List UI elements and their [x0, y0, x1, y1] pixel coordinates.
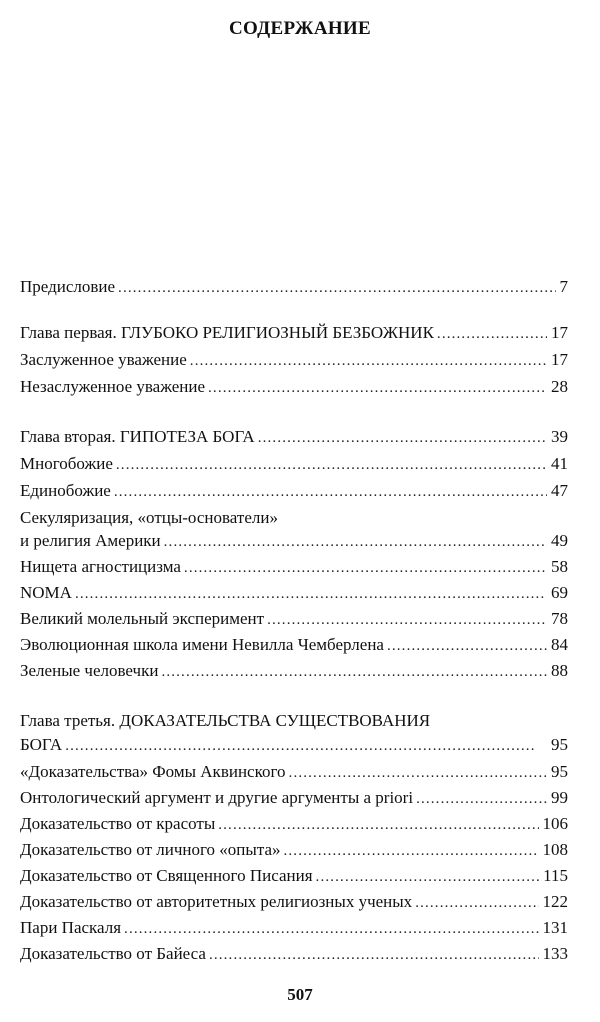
toc-entry-aquinas[interactable] [20, 761, 568, 784]
toc-entry-title: «Доказательства» Фомы Аквинского [20, 762, 286, 781]
dot-leader [209, 944, 539, 966]
toc-entry-undeserved-respect[interactable] [20, 376, 568, 399]
dot-leader [316, 866, 540, 888]
toc-entry-page: 58 [551, 557, 568, 576]
toc-entry-title: Доказательство от личного «опыта» [20, 840, 281, 859]
toc-entry-page: 115 [543, 866, 568, 885]
toc-entry-bayes[interactable] [20, 943, 568, 966]
dot-leader [164, 531, 547, 553]
toc-entry-title: Доказательство от Священного Писания [20, 866, 313, 885]
dot-leader [190, 350, 547, 372]
page-title: СОДЕРЖАНИЕ [229, 18, 371, 39]
toc-entry-chapter-3[interactable] [20, 734, 568, 757]
toc-entry-title: Доказательство от красоты [20, 814, 216, 833]
toc-entry-page: 39 [551, 427, 568, 446]
dot-leader [437, 323, 547, 345]
toc-entry-ontological[interactable] [20, 787, 568, 810]
toc-entry-page: 28 [551, 377, 568, 396]
toc-entry-secularism[interactable] [20, 530, 568, 553]
toc-entry-title: Предисловие [20, 277, 116, 296]
toc-entry-monotheism[interactable] [20, 480, 568, 503]
dot-leader [416, 788, 547, 810]
toc-entry-page: 17 [551, 323, 568, 342]
toc-entry-page: 95 [551, 762, 568, 781]
toc-entry-title: БОГА [20, 735, 63, 754]
toc-entry-title: Незаслуженное уважение [20, 377, 206, 396]
toc-entry-noma[interactable] [20, 582, 568, 605]
toc-entry-agnosticism[interactable] [20, 556, 568, 579]
dot-leader [415, 892, 538, 914]
toc-entry-title: Нищета агностицизма [20, 557, 181, 576]
toc-entry-title: Зеленые человечки [20, 661, 159, 680]
toc-entry-page: 84 [551, 635, 568, 654]
toc-entry-page: 47 [551, 481, 568, 500]
toc-entry-title: Единобожие [20, 481, 111, 500]
dot-leader [161, 661, 547, 683]
toc-entry-title: Великий молельный эксперимент [20, 609, 265, 628]
toc-entry-scripture[interactable] [20, 865, 568, 888]
toc-entry-secularism-line1[interactable]: Секуляризация, «отцы-основатели» [20, 508, 278, 527]
dot-leader [116, 454, 547, 476]
toc-entry-page: 78 [551, 609, 568, 628]
toc-entry-title: Глава вторая. ГИПОТЕЗА БОГА [20, 427, 255, 446]
toc-entry-page: 49 [551, 531, 568, 550]
toc-entry-title: Онтологический аргумент и другие аргументы a priori [20, 788, 414, 807]
toc-entry-pascal-wager[interactable] [20, 917, 568, 940]
dot-leader [387, 635, 547, 657]
toc-entry-polytheism[interactable] [20, 453, 568, 476]
toc-entry-chapter-2[interactable] [20, 426, 568, 449]
toc-entry-deserved-respect[interactable] [20, 349, 568, 372]
toc-entry-chapter-1[interactable] [20, 322, 568, 345]
toc-entry-page: 133 [542, 944, 568, 963]
toc-entry-title: и религия Америки [20, 531, 161, 550]
toc-entry-page: 69 [551, 583, 568, 602]
toc-entry-chapter-3-line1[interactable]: Глава третья. ДОКАЗАТЕЛЬСТВА СУЩЕСТВОВАНИЯ [20, 711, 431, 730]
toc-entry-title: Глава первая. ГЛУБОКО РЕЛИГИОЗНЫЙ БЕЗБОЖНИК [20, 323, 434, 342]
page-number: 507 [287, 985, 313, 1004]
dot-leader [114, 481, 547, 503]
dot-leader [218, 814, 538, 836]
dot-leader [184, 557, 547, 579]
toc-entry-page: 99 [551, 788, 568, 807]
toc-entry-beauty[interactable] [20, 813, 568, 836]
toc-entry-page: 95 [551, 735, 568, 754]
toc-entry-personal-experience[interactable] [20, 839, 568, 862]
toc-entry-chamberlain-school[interactable] [20, 634, 568, 657]
toc-entry-title: Эволюционная школа имени Невилла Чемберлена [20, 635, 384, 654]
toc-entry-page: 108 [542, 840, 568, 859]
toc-entry-page: 17 [551, 350, 568, 369]
toc-entry-little-green-men[interactable] [20, 660, 568, 683]
toc-entry-page: 131 [542, 918, 568, 937]
toc-entry-page: 122 [542, 892, 568, 911]
dot-leader [65, 735, 547, 757]
dot-leader [284, 840, 539, 862]
toc-entry-title: Заслуженное уважение [20, 350, 187, 369]
toc-entry-title: Доказательство от авторитетных религиозных ученых [20, 892, 413, 911]
toc-entry-title: Доказательство от Байеса [20, 944, 206, 963]
toc-entry-page: 7 [559, 277, 568, 296]
toc-entry-page: 106 [542, 814, 568, 833]
toc-entry-page: 41 [551, 454, 568, 473]
dot-leader [75, 583, 547, 605]
toc-entry-page: 88 [551, 661, 568, 680]
dot-leader [208, 377, 547, 399]
toc-entry-preface[interactable] [20, 276, 568, 299]
dot-leader [118, 277, 555, 299]
toc-entry-title: Пари Паскаля [20, 918, 122, 937]
toc-entry-title: NOMA [20, 583, 72, 602]
dot-leader [258, 427, 547, 449]
toc-entry-title: Многобожие [20, 454, 113, 473]
dot-leader [267, 609, 547, 631]
toc-entry-prayer-experiment[interactable] [20, 608, 568, 631]
dot-leader [124, 918, 538, 940]
toc-entry-religious-scientists[interactable] [20, 891, 568, 914]
dot-leader [289, 762, 547, 784]
